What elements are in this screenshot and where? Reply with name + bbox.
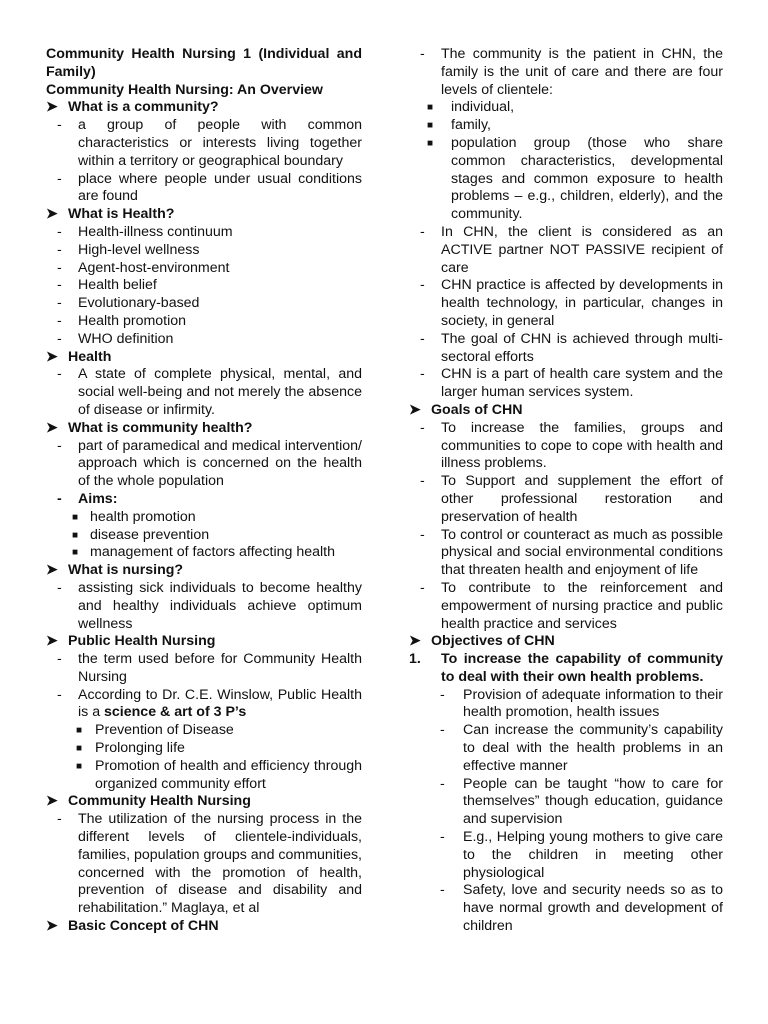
square-bullet-icon: ■ xyxy=(72,511,79,523)
item-text: Objectives of CHN xyxy=(431,633,555,650)
item-text: WHO definition xyxy=(78,330,174,347)
arrowhead-icon: ➤ xyxy=(46,562,58,579)
item-text: disease prevention xyxy=(90,526,210,543)
item-text: To increase the capability of community to deal with their own health problems. xyxy=(441,651,723,685)
section-heading xyxy=(409,402,723,420)
section-heading xyxy=(46,420,362,438)
dash-marker: - xyxy=(420,419,425,436)
square-bullet-icon: ■ xyxy=(427,137,434,149)
section-heading xyxy=(46,206,362,224)
bold-text: science & art of 3 P’s xyxy=(104,704,247,721)
dash-marker: - xyxy=(57,651,62,668)
arrowhead-icon: ➤ xyxy=(46,918,58,935)
item-text: Agent-host-environment xyxy=(78,259,230,276)
dash-marker: - xyxy=(440,686,445,703)
item-text: To increase the families, groups and communities to cope to cope with health and illness problems. xyxy=(441,419,723,472)
square-bullet-icon: ■ xyxy=(427,102,434,114)
item-text: High-level wellness xyxy=(78,241,200,258)
item-text: To control or counteract as much as possible physical and social environmental conditions that threaten health and enjoyment of life xyxy=(441,526,723,579)
item-text: Can increase the community’s capability to deal with the health problems in an effective manner xyxy=(463,722,723,774)
bullet-item xyxy=(409,117,723,135)
dash-item xyxy=(409,420,723,473)
arrowhead-icon: ➤ xyxy=(409,401,421,418)
dash-item xyxy=(409,277,723,330)
item-text: What is a community? xyxy=(68,99,219,116)
dash-marker: - xyxy=(57,241,62,258)
item-text: Goals of CHN xyxy=(431,401,523,418)
dash-item xyxy=(46,687,362,723)
dash-item xyxy=(46,811,362,918)
section-heading xyxy=(46,349,362,367)
dash-item xyxy=(409,46,723,99)
square-bullet-icon: ■ xyxy=(76,743,83,755)
dash-marker: - xyxy=(57,295,62,312)
dash-item xyxy=(46,242,362,260)
aims-label xyxy=(46,491,362,509)
item-text: CHN is a part of health care system and the larger human services system. xyxy=(441,366,723,401)
dash-item xyxy=(409,527,723,580)
bullet-item xyxy=(409,99,723,117)
arrowhead-icon: ➤ xyxy=(46,793,58,810)
item-text: Provision of adequate information to their health promotion, health issues xyxy=(463,686,723,721)
arrowhead-icon: ➤ xyxy=(46,348,58,365)
sub-dash-item xyxy=(409,776,723,829)
item-text: Prolonging life xyxy=(95,740,185,757)
item-text: Evolutionary-based xyxy=(78,295,200,312)
item-text: CHN practice is affected by developments in health technology, in particular, changes in society, in general xyxy=(441,277,723,329)
item-text: family, xyxy=(451,117,491,134)
item-text: A state of complete physical, mental, and social well-being and not merely the absence of disease or infirmity. xyxy=(78,366,362,418)
item-text: Promotion of health and efficiency through organized community effort xyxy=(95,757,362,792)
dash-marker: - xyxy=(420,330,425,347)
dash-marker: - xyxy=(57,312,62,329)
dash-marker: - xyxy=(57,366,62,383)
dash-marker: - xyxy=(57,259,62,276)
bullet-item xyxy=(46,722,362,740)
item-text: population group (those who share common characteristics, developmental stages and common exposure to health problems – e.g., children, elderly), and the community. xyxy=(451,134,723,223)
dash-marker: - xyxy=(420,366,425,383)
dash-item xyxy=(46,366,362,419)
dash-marker: - xyxy=(440,829,445,846)
dash-marker: - xyxy=(57,117,62,134)
item-text: To contribute to the reinforcement and empowerment of nursing practice and public health practice and services xyxy=(441,579,723,632)
bullet-item xyxy=(46,740,362,758)
document-title: Community Health Nursing 1 (Individual and Family) xyxy=(46,46,362,80)
section-heading xyxy=(46,99,362,117)
item-number: 1. xyxy=(409,651,421,668)
item-text: Health-illness continuum xyxy=(78,223,233,240)
item-text: The goal of CHN is achieved through multi-sectoral efforts xyxy=(441,330,723,365)
item-text: Public Health Nursing xyxy=(68,633,216,650)
section-heading xyxy=(409,633,723,651)
item-text: In CHN, the client is considered as an ACTIVE partner NOT PASSIVE recipient of care xyxy=(441,223,723,276)
left-column xyxy=(46,46,362,936)
dash-marker: - xyxy=(57,811,62,828)
arrowhead-icon: ➤ xyxy=(409,633,421,650)
item-text: To Support and supplement the effort of other professional restoration and preservation of health xyxy=(441,473,723,525)
item-text: People can be taught “how to care for themselves” though education, guidance and supervision xyxy=(463,775,723,828)
item-text: Health promotion xyxy=(78,312,187,329)
item-text: a group of people with common characteristics or interests living together within a territory or geographical boundary xyxy=(78,117,362,169)
dash-item xyxy=(46,260,362,278)
dash-marker: - xyxy=(57,686,62,703)
section-heading xyxy=(46,793,362,811)
sub-dash-item xyxy=(409,687,723,723)
dash-item xyxy=(46,331,362,349)
document-subtitle: Community Health Nursing: An Overview xyxy=(46,81,323,98)
bullet-item xyxy=(46,758,362,794)
item-text: Basic Concept of CHN xyxy=(68,918,219,935)
square-bullet-icon: ■ xyxy=(76,725,83,737)
dash-item xyxy=(409,580,723,633)
arrowhead-icon: ➤ xyxy=(46,99,58,116)
arrowhead-icon: ➤ xyxy=(46,206,58,223)
sub-dash-item xyxy=(409,829,723,882)
dash-item xyxy=(46,313,362,331)
item-text: Safety, love and security needs so as to have normal growth and development of children xyxy=(463,882,723,935)
item-text: What is Health? xyxy=(68,206,175,223)
sub-dash-item xyxy=(409,882,723,935)
dash-marker: - xyxy=(420,277,425,294)
bullet-item xyxy=(46,544,362,562)
dash-item xyxy=(46,224,362,242)
section-heading xyxy=(46,562,362,580)
right-column xyxy=(409,46,723,936)
dash-marker: - xyxy=(57,170,62,187)
item-text: health promotion xyxy=(90,508,196,525)
dash-marker: - xyxy=(440,722,445,739)
item-text: Health belief xyxy=(78,277,157,294)
item-text: Prevention of Disease xyxy=(95,722,234,739)
numbered-item xyxy=(409,651,723,687)
dash-item xyxy=(409,366,723,402)
square-bullet-icon: ■ xyxy=(72,547,79,559)
square-bullet-icon: ■ xyxy=(76,760,83,772)
dash-marker: - xyxy=(420,526,425,543)
dash-marker: - xyxy=(57,330,62,347)
item-text: What is community health? xyxy=(68,419,253,436)
sub-dash-item xyxy=(409,722,723,775)
bullet-item xyxy=(409,135,723,224)
dash-marker: - xyxy=(57,437,62,454)
dash-marker: - xyxy=(57,277,62,294)
dash-marker: - xyxy=(57,490,62,507)
dash-marker: - xyxy=(57,223,62,240)
dash-item xyxy=(46,277,362,295)
item-text: part of paramedical and medical intervention/ approach which is concerned on the health of the whole population xyxy=(78,437,362,490)
item-text: The utilization of the nursing process in the different levels of clientele-individuals, families, population groups and communities, concerned with the promotion of health, prevention of disease and disability and rehabilitation.” Maglaya, et al xyxy=(78,811,362,917)
item-text: assisting sick individuals to become healthy and healthy individuals achieve optimum wellness xyxy=(78,579,362,632)
dash-item xyxy=(46,651,362,687)
dash-item xyxy=(46,295,362,313)
item-text: place where people under usual conditions are found xyxy=(78,170,362,205)
arrowhead-icon: ➤ xyxy=(46,419,58,436)
dash-marker: - xyxy=(57,579,62,596)
item-text: management of factors affecting health xyxy=(90,544,336,561)
bullet-item xyxy=(46,509,362,527)
dash-marker: - xyxy=(420,579,425,596)
dash-marker: - xyxy=(420,223,425,240)
item-text: Aims: xyxy=(78,490,118,507)
square-bullet-icon: ■ xyxy=(72,529,79,541)
item-text: individual, xyxy=(451,99,515,116)
arrowhead-icon: ➤ xyxy=(46,633,58,650)
dash-marker: - xyxy=(420,46,425,62)
item-text: Health xyxy=(68,348,112,365)
dash-item xyxy=(46,117,362,170)
dash-item xyxy=(409,224,723,277)
item-text: the term used before for Community Health Nursing xyxy=(78,651,362,685)
section-heading xyxy=(46,633,362,651)
dash-marker: - xyxy=(420,473,425,490)
dash-item xyxy=(409,473,723,526)
item-text: The community is the patient in CHN, the family is the unit of care and there are four levels of clientele: xyxy=(441,46,723,98)
dash-marker: - xyxy=(440,775,445,792)
dash-item xyxy=(46,580,362,633)
item-text: Community Health Nursing xyxy=(68,793,251,810)
dash-item xyxy=(409,331,723,367)
section-heading xyxy=(46,918,362,936)
dash-marker: - xyxy=(440,882,445,899)
item-text: What is nursing? xyxy=(68,562,184,579)
dash-item xyxy=(46,438,362,491)
dash-item xyxy=(46,171,362,207)
square-bullet-icon: ■ xyxy=(427,120,434,132)
item-text: E.g., Helping young mothers to give care to the children in meeting other physiological xyxy=(463,829,723,881)
bullet-item xyxy=(46,527,362,545)
item-text: According to Dr. C.E. Winslow, Public Health is a xyxy=(78,686,362,721)
